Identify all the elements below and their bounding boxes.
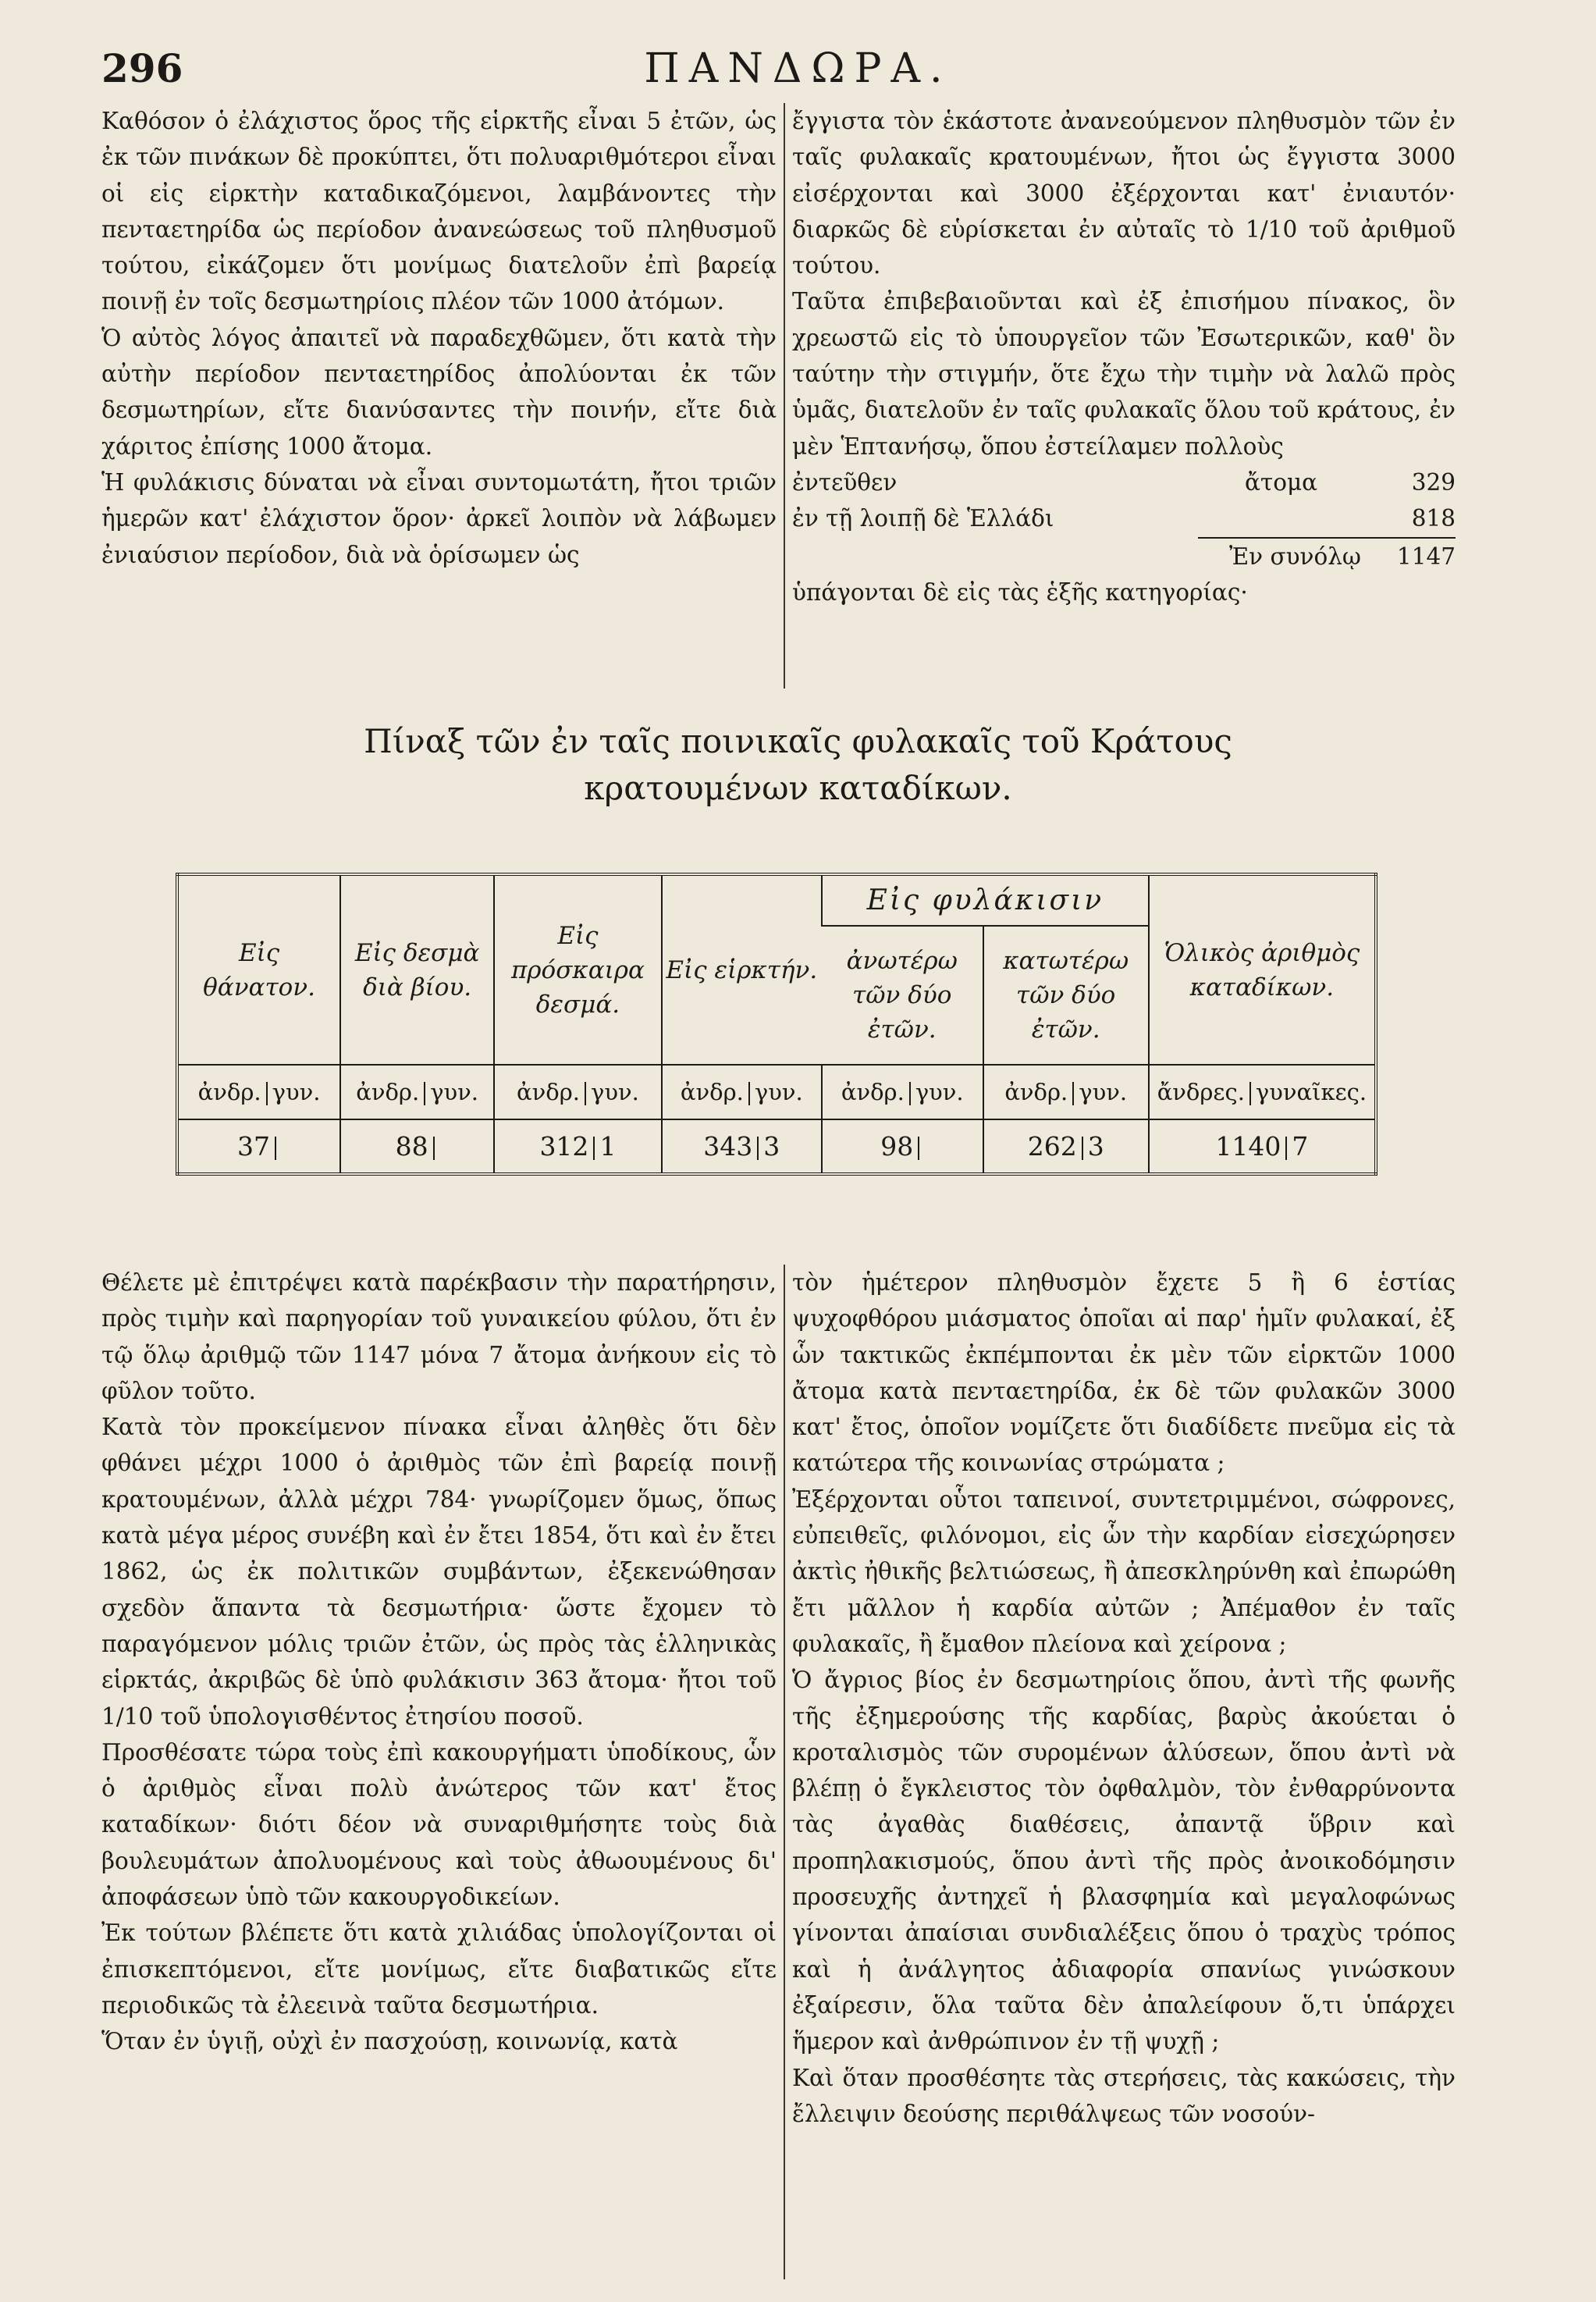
- column-header-death: Εἰς θάνατον.: [203, 938, 315, 1002]
- subheader-cell: [662, 1065, 822, 1119]
- bottom-right-column: [792, 1265, 1456, 2132]
- subheader-cell: [983, 1065, 1149, 1119]
- sub-separator: [585, 1082, 586, 1105]
- subheader-women: γυν.: [430, 1079, 479, 1106]
- stat-total-row: [1198, 537, 1456, 575]
- subheader-men: ἀνδρ.: [680, 1079, 744, 1106]
- column-divider-bottom: [784, 1265, 785, 2279]
- subheader-men: ἀνδρ.: [517, 1079, 580, 1106]
- stat-label: ἐν τῇ λοιπῇ δὲ Ἑλλάδι: [792, 505, 1054, 532]
- paragraph: Ἐξέρχονται οὗτοι ταπεινοί, συντετριμμένοι, σώφρονες, εὐπειθεῖς, φιλόνομοι, εἰς ὧν τὴν καρδίαν εἰσεχώρησεν ἀκτὶς ἠθικῆς βελτιώσεως, ἢ ἀπεσκληρύνθη καὶ ἐπωρώθη ἔτι μᾶλλον ἡ καρδία αὐτῶν ; Ἀπέμαθον ἐν ταῖς φυλακαῖς, ἢ ἔμαθον πλείονα καὶ χείρονα ;: [792, 1485, 1456, 1657]
- value-men: 98: [880, 1130, 914, 1162]
- paragraph: Ἐκ τούτων βλέπετε ὅτι κατὰ χιλιάδας ὑπολογίζονται οἱ ἐπισκεπτόμενοι, εἴτε μονίμως, εἴτε διαβατικῶς εἴτε περιοδικῶς τὰ ἐλεεινὰ ταῦτα δεσμωτήρια.: [101, 1920, 777, 2019]
- paragraph: Προσθέσατε τώρα τοὺς ἐπὶ κακουργήματι ὑποδίκους, ὧν ὁ ἀριθμὸς εἶναι πολὺ ἀνώτερος τῶν κατ' ἔτος καταδίκων· διότι δέον νὰ συναριθμήσητε τοὺς διὰ βουλευμάτων ἀπολυομένους καὶ τοὺς ἀθωουμένους δι' ἀποφάσεων ὑπὸ τῶν κακουργοδικείων.: [101, 1738, 777, 1911]
- stat-unit: ἄτομα: [1245, 468, 1318, 496]
- stat-row-heptanese: [792, 464, 1456, 500]
- subheader-cell: [177, 1065, 340, 1119]
- paragraph: ὑπάγονται δὲ εἰς τὰς ἑξῆς κατηγορίας·: [792, 578, 1248, 606]
- value-women: 1: [599, 1130, 617, 1162]
- value-cell: [340, 1119, 494, 1174]
- subheader-cell: [822, 1065, 983, 1119]
- stat-label: ἐντεῦθεν: [792, 468, 898, 496]
- value-separator: [433, 1137, 435, 1160]
- paragraph: τὸν ἡμέτερον πληθυσμὸν ἔχετε 5 ἢ 6 ἑστίας ψυχοφθόρου μιάσματος ὁποῖαι αἱ παρ' ἡμῖν φυλακαί, ἐξ ὧν τακτικῶς ἐκπέμπονται ἐκ μὲν τῶν εἱρκτῶν 1000 ἄτομα κατὰ πενταετηρίδα, ἐκ δὲ τῶν φυλακῶν 3000 κατ' ἔτος, ὁποῖον νομίζετε ὅτι διαδίδετε πνεῦμα εἰς τὰ κατώτερα τῆς κοινωνίας στρώματα ;: [792, 1269, 1456, 1477]
- stat-value: 818: [1411, 505, 1456, 532]
- column-header-imprisonment: Εἰς εἱρκτήν.: [662, 874, 822, 1065]
- subheader-men: ἄνδρες.: [1157, 1079, 1245, 1106]
- running-head: [101, 45, 1495, 92]
- subheader-cell: [340, 1065, 494, 1119]
- paragraph: Κατὰ τὸν προκείμενον πίνακα εἶναι ἀληθὲς ὅτι δὲν φθάνει μέχρι 1000 ὁ ἀριθμὸς τῶν ἐπὶ βαρείᾳ ποινῇ κρατουμένων, ἀλλὰ μέχρι 784· γνωρίζομεν ὅμως, ὅπως κατὰ μέγα μέρος συνέβη καὶ ἐν ἔτει 1854, ὅτι καὶ ἐν ἔτει 1862, ὡς ἐκ πολιτικῶν συμβάντων, ἐξεκενώθησαν σχεδὸν ἅπαντα τὰ δεσμωτήρια· ὥστε ἔχομεν τὸ παραγόμενον μόλις τριῶν ἐτῶν, ὡς πρὸς τὰς ἑλληνικὰς εἱρκτάς, ἀκριβῶς δὲ ὑπὸ φυλάκισιν 363 ἄτομα· ἤτοι τοῦ 1/10 τοῦ ὑπολογισθέντος ἐτησίου ποσοῦ.: [101, 1414, 777, 1730]
- subheader-women: γυν.: [1079, 1079, 1128, 1106]
- value-cell: [1149, 1119, 1376, 1174]
- paragraph: Θέλετε μὲ ἐπιτρέψει κατὰ παρέκβασιν τὴν παρατήρησιν, πρὸς τιμὴν καὶ παρηγορίαν τοῦ γυναικείου φύλου, ὅτι ἐν τῷ ὅλῳ ἀριθμῷ τῶν 1147 μόνα 7 ἄτομα ἀνήκουν εἰς τὸ φῦλον τοῦτο.: [101, 1269, 777, 1404]
- subheader-women: γυν.: [591, 1079, 639, 1106]
- table-title-line: κρατουμένων καταδίκων.: [584, 769, 1012, 807]
- sub-separator: [1249, 1082, 1251, 1105]
- sub-separator: [748, 1082, 750, 1105]
- value-men: 262: [1027, 1130, 1077, 1162]
- value-cell: [822, 1119, 983, 1174]
- value-separator: [593, 1137, 595, 1160]
- value-separator: [757, 1137, 759, 1160]
- top-left-column: [101, 103, 777, 573]
- value-women: 3: [763, 1130, 780, 1162]
- value-cell: [494, 1119, 662, 1174]
- total-label: Ἐν συνόλῳ: [1229, 543, 1361, 570]
- value-separator: [1285, 1137, 1287, 1160]
- subheader-women: γυν.: [754, 1079, 803, 1106]
- subheader-men: ἀνδρ.: [841, 1079, 905, 1106]
- value-separator: [1082, 1137, 1083, 1160]
- total-value: 1147: [1396, 543, 1456, 570]
- column-header-temporary-chains: Εἰς πρόσκαιρα δεσμά.: [494, 874, 662, 1065]
- value-men: 88: [395, 1130, 428, 1162]
- value-cell: [662, 1119, 822, 1174]
- paragraph: Καὶ ὅταν προσθέσητε τὰς στερήσεις, τὰς κακώσεις, τὴν ἔλλειψιν δεούσης περιθάλψεως τῶν νοσούν-: [792, 2064, 1456, 2127]
- table-title: [101, 718, 1495, 812]
- page-number: 296: [101, 45, 183, 91]
- table-title-line: Πίναξ τῶν ἐν ταῖς ποινικαῖς φυλακαῖς τοῦ Κράτους: [364, 722, 1232, 760]
- subheader-cell: [1149, 1065, 1376, 1119]
- column-header-under-two-years: κατωτέρω τῶν δύο ἐτῶν.: [983, 926, 1149, 1066]
- subheader-men: ἀνδρ.: [356, 1079, 420, 1106]
- value-separator: [275, 1137, 276, 1160]
- sub-separator: [909, 1082, 911, 1105]
- value-cell: [983, 1119, 1149, 1174]
- journal-title: ΠΑΝΔΩΡΑ.: [644, 45, 952, 92]
- subheader-men: ἀνδρ.: [197, 1079, 261, 1106]
- paragraph: Ὅταν ἐν ὑγιῇ, οὐχὶ ἐν πασχούσῃ, κοινωνίᾳ, κατὰ: [101, 2028, 678, 2055]
- stat-value: 329: [1411, 468, 1456, 496]
- convicts-table: [176, 873, 1377, 1176]
- paragraph: ἔγγιστα τὸν ἑκάστοτε ἀνανεούμενον πληθυσμὸν τῶν ἐν ταῖς φυλακαῖς κρατουμένων, ἤτοι ὡς ἔγγιστα 3000 εἰσέρχονται καὶ 3000 ἐξέρχονται κατ' ἐνιαυτόν· διαρκῶς δὲ εὑρίσκεται ἐν αὐταῖς τὸ 1/10 τοῦ ἀριθμοῦ τούτου.: [792, 108, 1456, 279]
- value-women: 3: [1087, 1130, 1104, 1162]
- value-men: 312: [539, 1130, 589, 1162]
- subheader-women: γυν.: [915, 1079, 964, 1106]
- value-separator: [918, 1137, 919, 1160]
- sub-separator: [266, 1082, 268, 1105]
- paragraph: Ἡ φυλάκισις δύναται νὰ εἶναι συντομωτάτη, ἤτοι τριῶν ἡμερῶν κατ' ἐλάχιστον ὅρον· ἀρκεῖ λοιπὸν νὰ λάβωμεν ἐνιαύσιον περίοδον, διὰ νὰ ὁρίσωμεν ὡς: [101, 468, 777, 568]
- paragraph: Ταῦτα ἐπιβεβαιοῦνται καὶ ἐξ ἐπισήμου πίνακος, ὃν χρεωστῶ εἰς τὸ ὑπουργεῖον τῶν Ἐσωτερικῶν, καθ' ὃν ταύτην τὴν στιγμήν, ὅτε ἔχω τὴν τιμὴν νὰ λαλῶ πρὸς ὑμᾶς, διατελοῦν ἐν ταῖς φυλακαῖς ὅλου τοῦ κράτους, ἐν μὲν Ἑπτανήσῳ, ὅπου ἐστείλαμεν πολλοὺς: [792, 288, 1456, 460]
- sub-separator: [424, 1082, 425, 1105]
- subheader-men: ἀνδρ.: [1004, 1079, 1068, 1106]
- subheader-women: γυν.: [272, 1079, 321, 1106]
- value-men: 37: [237, 1130, 271, 1162]
- column-divider-top: [784, 103, 785, 688]
- top-right-column: [792, 103, 1456, 610]
- value-cell: [177, 1119, 340, 1174]
- group-header-detention: Εἰς φυλάκισιν: [822, 874, 1149, 926]
- subheader-cell: [494, 1065, 662, 1119]
- bottom-left-column: [101, 1265, 777, 2060]
- value-men: 1140: [1215, 1130, 1281, 1162]
- stat-row-rest-of-greece: [792, 500, 1456, 536]
- sub-separator: [1072, 1082, 1074, 1105]
- value-men: 343: [703, 1130, 753, 1162]
- column-header-total: Ὁλικὸς ἀριθμὸς καταδίκων.: [1149, 874, 1376, 1065]
- value-women: 7: [1292, 1130, 1309, 1162]
- paragraph: Ὁ ἄγριος βίος ἐν δεσμωτηρίοις ὅπου, ἀντὶ τῆς φωνῆς τῆς ἐξημερούσης τῆς καρδίας, βαρὺς ἀκούεται ὁ κροταλισμὸς τῶν συρομένων ἁλύσεων, ὅπου ἀντὶ νὰ βλέπῃ ὁ ἔγκλειστος τὸν ὀφθαλμὸν, τὸν ἐνθαρρύνοντα τὰς ἀγαθὰς διαθέσεις, ἀπαντᾷ ὕβριν καὶ προπηλακισμούς, ὅπου ἀντὶ τῆς πρὸς ἀνοικοδόμησιν προσευχῆς ἀντηχεῖ ἡ βλασφημία καὶ μεγαλοφώνως γίνονται ἀπαίσιαι συνδιαλέξεις ὅπου ὁ τραχὺς τρόπος καὶ ἡ ἀνάλγητος ἀδιαφορία σπανίως γινώσκουν ἐξαίρεσιν, ὅλα ταῦτα δὲν ἀπαλείφουν ὅ,τι ὑπάρχει ἥμερον καὶ ἀνθρώπινον ἐν τῇ ψυχῇ ;: [792, 1667, 1456, 2055]
- paragraph: Καθόσον ὁ ἐλάχιστος ὅρος τῆς εἱρκτῆς εἶναι 5 ἐτῶν, ὡς ἐκ τῶν πινάκων δὲ προκύπτει, ὅτι πολυαριθμότεροι εἶναι οἱ εἰς εἱρκτὴν καταδικαζόμενοι, λαμβάνοντες τὴν πενταετηρίδα ὡς περίοδον ἀνανεώσεως τοῦ πληθυσμοῦ τούτου, εἰκάζομεν ὅτι μονίμως διατελοῦν ἐπὶ βαρείᾳ ποινῇ ἐν τοῖς δεσμωτηρίοις πλέον τῶν 1000 ἀτόμων.: [101, 108, 777, 315]
- paragraph: Ὁ αὐτὸς λόγος ἀπαιτεῖ νὰ παραδεχθῶμεν, ὅτι κατὰ τὴν αὐτὴν περίοδον πενταετηρίδος ἀπολύονται ἐκ τῶν δεσμωτηρίων, εἴτε διανύσαντες τὴν ποινήν, εἴτε διὰ χάριτος ἐπίσης 1000 ἄτομα.: [101, 324, 777, 460]
- column-header-over-two-years: ἀνωτέρω τῶν δύο ἐτῶν.: [846, 947, 958, 1044]
- subheader-women: γυναῖκες.: [1255, 1079, 1367, 1106]
- column-header-life-chains: Εἰς δεσμὰ διὰ βίου.: [340, 874, 494, 1065]
